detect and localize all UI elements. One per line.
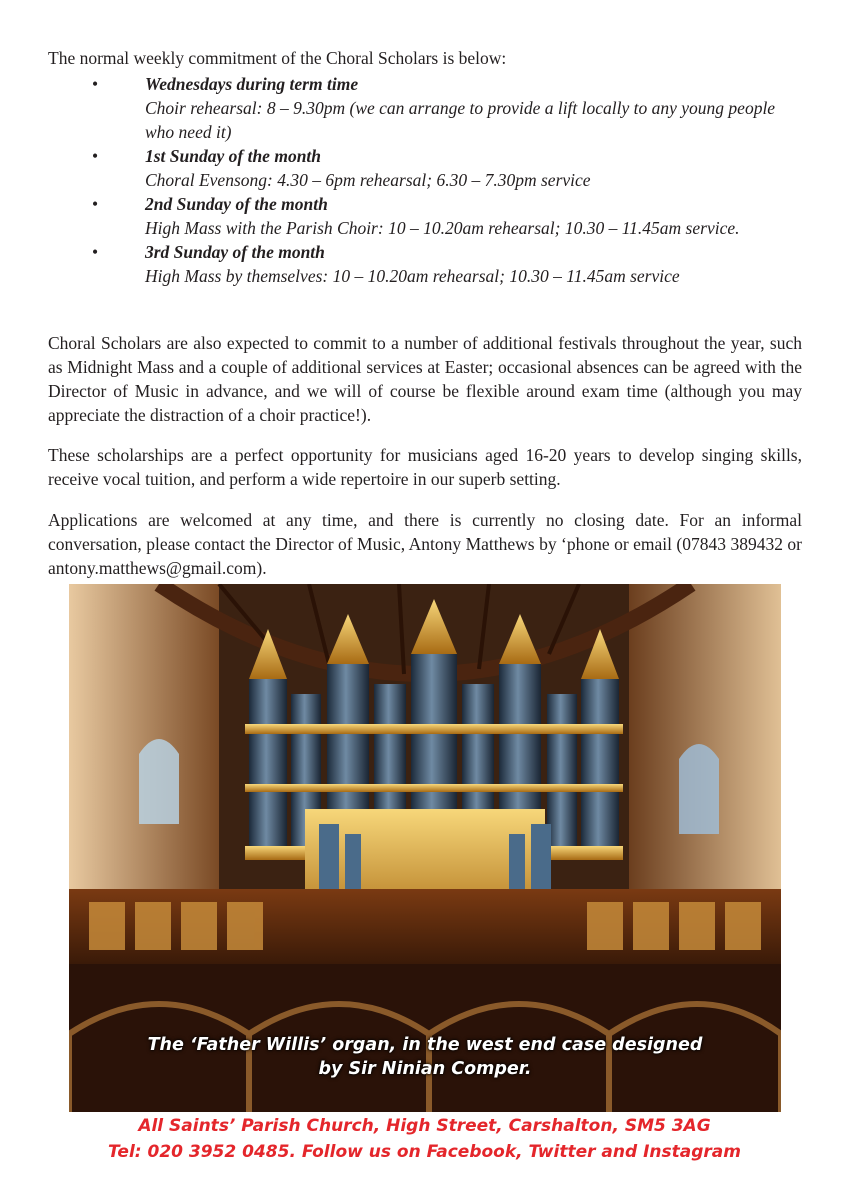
schedule-heading: 3rd Sunday of the month (145, 242, 325, 262)
schedule-detail: Choral Evensong: 4.30 – 6pm rehearsal; 6.30 – 7.30pm service (145, 170, 591, 190)
caption-line: The ‘Father Willis’ organ, in the west end case designed (147, 1035, 703, 1055)
schedule-heading: Wednesdays during term time (145, 74, 359, 94)
caption-line: by Sir Ninian Comper. (318, 1059, 532, 1079)
list-item (48, 144, 808, 192)
list-item (48, 240, 808, 288)
footer-contact: Tel: 020 3952 0485. Follow us on Facebook, Twitter and Instagram (108, 1142, 741, 1162)
applications-paragraph: Applications are welcomed at any time, and there is currently no closing date. For an informal conversation, please contact the Director of Music, Antony Matthews by ‘phone or email (07843 389432 or antony.matthews@gmail.com). (48, 510, 802, 578)
schedule-detail: High Mass with the Parish Choir: 10 – 10.20am rehearsal; 10.30 – 11.45am service. (145, 218, 740, 238)
bullet: • (92, 146, 99, 166)
bullet: • (92, 242, 99, 262)
bullet: • (92, 194, 99, 214)
schedule-detail: Choir rehearsal: 8 – 9.30pm (we can arrange to provide a lift locally to any young people who need it) (145, 98, 776, 142)
schedule-list (48, 72, 808, 288)
schedule-heading: 2nd Sunday of the month (145, 194, 328, 214)
photo-caption (69, 1033, 781, 1081)
left-window (139, 739, 179, 824)
festivals-paragraph: Choral Scholars are also expected to commit to a number of additional festivals throughout the year, such as Midnight Mass and a couple of additional services at Easter; occasional absences can be agreed with the Director of Music in advance, and we will of course be flexible around exam time (although you may appreciate the distraction of a choir practice!). (48, 333, 802, 425)
list-item (48, 192, 808, 240)
list-item (48, 72, 808, 144)
bullet: • (92, 74, 99, 94)
organ-photo (69, 584, 781, 1112)
scholarship-paragraph: These scholarships are a perfect opportunity for musicians aged 16-20 years to develop singing skills, receive vocal tuition, and perform a wide repertoire in our superb setting. (48, 445, 802, 489)
gallery-rail (69, 889, 781, 964)
intro-text: The normal weekly commitment of the Choral Scholars is below: (48, 48, 507, 68)
right-window (679, 744, 719, 834)
schedule-detail: High Mass by themselves: 10 – 10.20am rehearsal; 10.30 – 11.45am service (145, 266, 680, 286)
footer-address: All Saints’ Parish Church, High Street, Carshalton, SM5 3AG (138, 1116, 711, 1136)
schedule-heading: 1st Sunday of the month (145, 146, 322, 166)
